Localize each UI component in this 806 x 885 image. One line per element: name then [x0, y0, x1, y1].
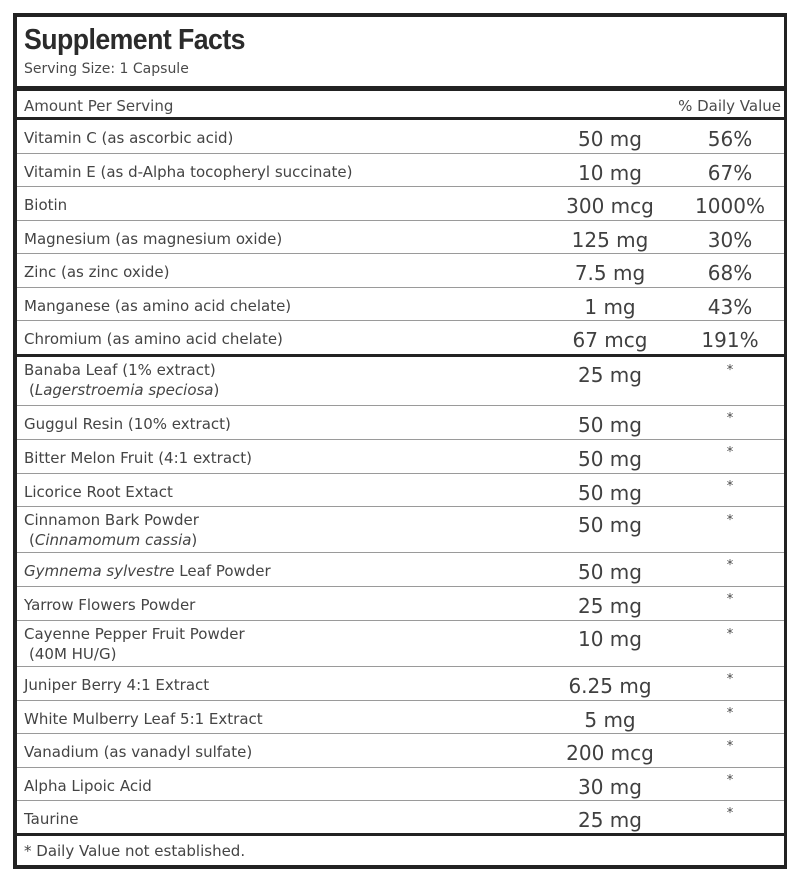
- daily-value: 43%: [707, 295, 753, 319]
- ingredient-row: [17, 621, 784, 667]
- ingredient-row: [17, 667, 784, 701]
- ingredient-name: Banaba Leaf (1% extract): [24, 361, 216, 379]
- daily-value-not-established: *: [726, 513, 734, 528]
- daily-value-not-established: *: [726, 363, 734, 378]
- nutrient-amount: 7.5 mg: [574, 261, 646, 285]
- nutrient-name: Vitamin E (as d-Alpha tocopheryl succinate): [24, 163, 353, 181]
- nutrient-amount: 67 mcg: [572, 328, 648, 352]
- ingredient-row: [17, 553, 784, 587]
- ingredient-row: [17, 357, 784, 406]
- daily-value: 68%: [707, 261, 753, 285]
- ingredient-row: [17, 801, 784, 833]
- nutrient-row: [17, 221, 784, 255]
- ingredient-name: Cayenne Pepper Fruit Powder: [24, 625, 245, 643]
- ingredient-amount: 5 mg: [584, 708, 636, 732]
- daily-value-not-established: *: [726, 411, 734, 426]
- footnote: * Daily Value not established.: [24, 842, 246, 860]
- ingredient-name: Vanadium (as vanadyl sulfate): [24, 743, 253, 761]
- nutrient-name: Chromium (as amino acid chelate): [24, 330, 283, 348]
- ingredient-name: Bitter Melon Fruit (4:1 extract): [24, 449, 253, 467]
- daily-value-not-established: *: [726, 445, 734, 460]
- ingredient-amount: 10 mg: [578, 627, 642, 651]
- nutrient-row: [17, 187, 784, 221]
- ingredient-name-rest: Leaf Powder: [174, 562, 271, 580]
- ingredient-row: [17, 507, 784, 553]
- ingredient-row: [17, 701, 784, 734]
- nutrient-amount: 10 mg: [578, 161, 642, 185]
- nutrient-row: [17, 288, 784, 322]
- nutrient-row: [17, 120, 784, 154]
- nutrient-amount: 300 mcg: [566, 194, 654, 218]
- ingredient-amount: 50 mg: [578, 560, 642, 584]
- ingredient-name: Yarrow Flowers Powder: [24, 596, 196, 614]
- panel-title: Supplement Facts: [24, 24, 245, 56]
- nutrient-row: [17, 154, 784, 188]
- nutrient-name: Biotin: [24, 196, 68, 214]
- ingredient-amount: 50 mg: [578, 413, 642, 437]
- header-divider: [17, 86, 784, 91]
- nutrient-amount: 1 mg: [584, 295, 636, 319]
- ingredient-amount: 6.25 mg: [568, 674, 652, 698]
- ingredient-amount: 25 mg: [578, 363, 642, 387]
- ingredient-row: [17, 768, 784, 801]
- daily-value: 56%: [707, 127, 753, 151]
- daily-value-not-established: *: [726, 558, 734, 573]
- serving-size: Serving Size: 1 Capsule: [24, 61, 189, 77]
- ingredient-row: [17, 474, 784, 507]
- nutrient-amount: 50 mg: [578, 127, 642, 151]
- ingredient-name: [24, 561, 271, 581]
- amount-per-serving-label: Amount Per Serving: [24, 97, 174, 115]
- ingredient-amount: 200 mcg: [566, 741, 654, 765]
- paren-open: (: [29, 381, 35, 399]
- ingredient-row: [17, 734, 784, 768]
- nutrient-name: Zinc (as zinc oxide): [24, 263, 170, 281]
- daily-value: 1000%: [695, 194, 765, 218]
- ingredient-name: White Mulberry Leaf 5:1 Extract: [24, 710, 263, 728]
- botanical-name: Lagerstroemia speciosa: [34, 381, 214, 399]
- ingredient-name: Taurine: [24, 810, 79, 828]
- ingredient-amount: 25 mg: [578, 808, 642, 832]
- ingredient-amount: 50 mg: [578, 513, 642, 537]
- nutrient-row: [17, 321, 784, 355]
- ingredient-amount: 50 mg: [578, 481, 642, 505]
- ingredient-botanical-name: [29, 530, 197, 550]
- ingredient-row: [17, 440, 784, 474]
- ingredient-row: [17, 406, 784, 440]
- nutrient-name: Manganese (as amino acid chelate): [24, 297, 292, 315]
- paren-open: (: [29, 531, 35, 549]
- nutrient-amount: 125 mg: [571, 228, 649, 252]
- daily-value-not-established: *: [726, 806, 734, 821]
- ingredient-amount: 25 mg: [578, 594, 642, 618]
- ingredient-amount: 30 mg: [578, 775, 642, 799]
- ingredient-name: Alpha Lipoic Acid: [24, 777, 152, 795]
- daily-value-not-established: *: [726, 672, 734, 687]
- daily-value-not-established: *: [726, 479, 734, 494]
- paren-close: ): [191, 531, 198, 549]
- nutrient-name: Magnesium (as magnesium oxide): [24, 230, 283, 248]
- daily-value-not-established: *: [726, 706, 734, 721]
- ingredient-name: Juniper Berry 4:1 Extract: [24, 676, 210, 694]
- daily-value: 30%: [707, 228, 753, 252]
- daily-value-not-established: *: [726, 627, 734, 642]
- supplement-facts-panel: [13, 13, 787, 869]
- nutrient-row: [17, 254, 784, 288]
- paren-close: ): [213, 381, 220, 399]
- nutrient-name: Vitamin C (as ascorbic acid): [24, 129, 234, 147]
- footer-divider: [17, 833, 784, 836]
- ingredient-name: Guggul Resin (10% extract): [24, 415, 231, 433]
- daily-value-label: % Daily Value: [678, 97, 781, 115]
- ingredient-name: Cinnamon Bark Powder: [24, 511, 199, 529]
- botanical-name: Cinnamomum cassia: [34, 531, 192, 549]
- daily-value: 191%: [701, 328, 759, 352]
- ingredient-botanical-name: [29, 380, 219, 400]
- daily-value-not-established: *: [726, 739, 734, 754]
- ingredient-name-italic: Gymnema sylvestre: [24, 562, 175, 580]
- ingredient-amount: 50 mg: [578, 447, 642, 471]
- ingredient-name: Licorice Root Extact: [24, 483, 173, 501]
- ingredient-potency: (40M HU/G): [29, 645, 117, 663]
- daily-value-not-established: *: [726, 592, 734, 607]
- daily-value: 67%: [707, 161, 753, 185]
- ingredient-row: [17, 587, 784, 621]
- daily-value-not-established: *: [726, 773, 734, 788]
